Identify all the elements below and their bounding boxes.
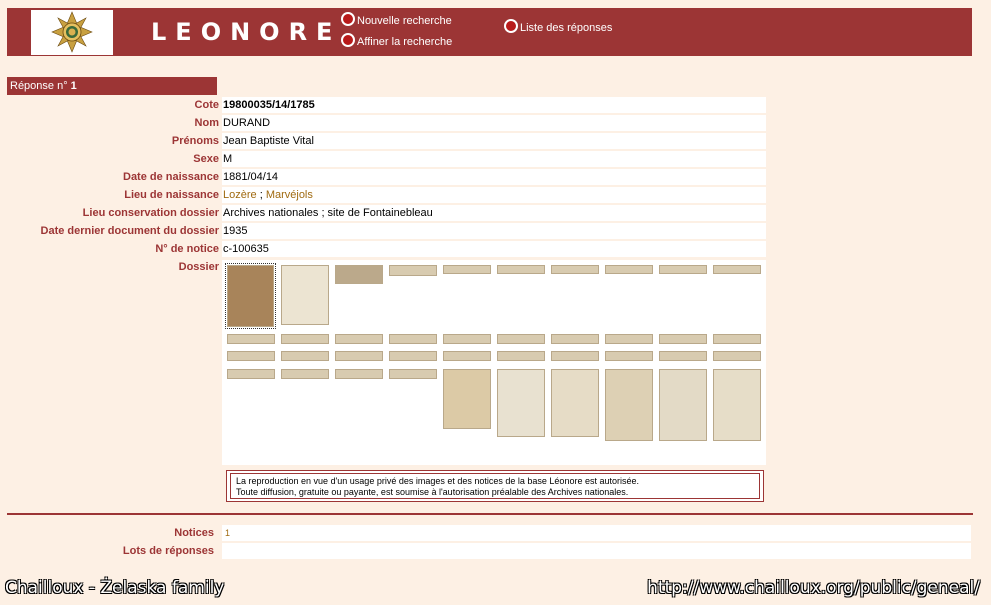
dossier-thumbnail[interactable] — [443, 334, 491, 344]
disclaimer-box — [226, 470, 764, 502]
watermark-right: http://www.chailloux.org/public/geneal/ — [647, 578, 980, 598]
row-date-dernier — [7, 223, 767, 239]
dossier-thumbnail[interactable] — [605, 369, 653, 441]
dossier-thumbnail[interactable] — [443, 265, 491, 274]
dossier-thumbnail[interactable] — [497, 265, 545, 274]
lieu-conservation-label: Lieu conservation dossier — [82, 207, 219, 219]
sexe-label: Sexe — [193, 153, 219, 165]
cote-value: 19800035/14/1785 — [222, 97, 766, 113]
lieu-separator: ; — [256, 189, 266, 201]
row-notice — [7, 241, 767, 257]
row-notices — [7, 525, 971, 541]
dossier-thumbnail[interactable] — [605, 351, 653, 361]
dossier-thumbnail[interactable] — [443, 369, 491, 429]
new-search-button[interactable] — [341, 14, 452, 28]
red-bullet-icon — [504, 19, 518, 33]
results-list-button[interactable] — [504, 21, 612, 35]
header-bar — [7, 8, 972, 56]
dossier-thumbnail[interactable] — [335, 334, 383, 344]
notices-page-link[interactable]: 1 — [222, 525, 971, 541]
dossier-thumbnail[interactable] — [389, 265, 437, 276]
date-dernier-value: 1935 — [222, 223, 766, 239]
dossier-thumbnail[interactable] — [497, 369, 545, 437]
disclaimer-line-1: La reproduction en vue d'un usage privé des images et des notices de la base Léonore est autorisée. — [236, 476, 639, 486]
dossier-thumbnail[interactable] — [281, 369, 329, 379]
dossier-thumbnail[interactable] — [227, 334, 275, 344]
notice-label: N° de notice — [155, 243, 219, 255]
red-bullet-icon — [341, 12, 355, 26]
dossier-thumbnail[interactable] — [389, 351, 437, 361]
separator — [7, 513, 973, 515]
notices-label: Notices — [174, 527, 214, 539]
dossier-thumbnail[interactable] — [713, 351, 761, 361]
dossier-thumbnail[interactable] — [335, 369, 383, 379]
date-dernier-label: Date dernier document du dossier — [40, 225, 219, 237]
dossier-thumbnail[interactable] — [227, 351, 275, 361]
date-naissance-label: Date de naissance — [123, 171, 219, 183]
lots-label: Lots de réponses — [122, 545, 214, 557]
dossier-thumbnail[interactable] — [605, 265, 653, 274]
lieu-naissance-value — [222, 187, 766, 203]
row-lots — [7, 543, 971, 559]
row-nom — [7, 115, 767, 131]
dossier-thumbnail[interactable] — [551, 369, 599, 437]
dept-link[interactable]: Lozère — [223, 189, 257, 201]
response-number: 1 — [70, 80, 77, 92]
dossier-thumbnails — [222, 260, 766, 465]
dossier-thumbnail[interactable] — [551, 265, 599, 274]
watermark-left: Chailloux - Żelaska family — [5, 578, 225, 598]
dossier-thumbnail[interactable] — [659, 334, 707, 344]
dossier-thumbnail[interactable] — [443, 351, 491, 361]
refine-search-label: Affiner la recherche — [357, 35, 453, 48]
nom-label: Nom — [194, 117, 219, 129]
row-sexe — [7, 151, 767, 167]
dossier-thumbnail[interactable] — [497, 334, 545, 344]
lots-value — [222, 543, 971, 559]
dossier-thumbnail[interactable] — [335, 265, 383, 284]
results-list-label: Liste des réponses — [520, 21, 613, 34]
row-lieu-conservation — [7, 205, 767, 221]
red-bullet-icon — [341, 33, 355, 47]
disclaimer-line-2: Toute diffusion, gratuite ou payante, est soumise à l'autorisation préalable des Archives nationales. — [236, 487, 629, 497]
notice-value: c-100635 — [222, 241, 766, 257]
ville-link[interactable]: Marvéjols — [265, 189, 313, 201]
dossier-thumbnail[interactable] — [605, 334, 653, 344]
dossier-thumbnail[interactable] — [335, 351, 383, 361]
medal-logo-icon[interactable] — [31, 10, 113, 55]
date-naissance-value: 1881/04/14 — [222, 169, 766, 185]
dossier-label: Dossier — [178, 261, 219, 273]
response-prefix: Réponse n° — [10, 80, 71, 92]
app-title: LEONORE — [151, 18, 342, 46]
row-cote — [7, 97, 767, 113]
cote-label: Cote — [194, 99, 219, 111]
lieu-conservation-value: Archives nationales ; site de Fontainebleau — [222, 205, 766, 221]
row-lieu-naissance — [7, 187, 767, 203]
lieu-naissance-label: Lieu de naissance — [124, 189, 219, 201]
row-date-naissance — [7, 169, 767, 185]
dossier-thumbnail[interactable] — [713, 265, 761, 274]
refine-search-button[interactable] — [341, 35, 452, 49]
nom-link[interactable]: DURAND — [222, 115, 766, 131]
prenoms-link[interactable]: Jean Baptiste Vital — [222, 133, 766, 149]
disclaimer-text — [230, 473, 760, 499]
response-header — [7, 77, 217, 95]
sexe-value: M — [222, 151, 766, 167]
dossier-thumbnail[interactable] — [659, 265, 707, 274]
dossier-thumbnail[interactable] — [713, 334, 761, 344]
dossier-thumbnail[interactable] — [659, 351, 707, 361]
prenoms-label: Prénoms — [171, 135, 219, 147]
dossier-thumbnail[interactable] — [713, 369, 761, 441]
dossier-thumbnail[interactable] — [497, 351, 545, 361]
dossier-thumbnail[interactable] — [659, 369, 707, 441]
dossier-thumbnail[interactable] — [389, 369, 437, 379]
new-search-label: Nouvelle recherche — [357, 14, 452, 27]
row-prenoms — [7, 133, 767, 149]
dossier-thumbnail[interactable] — [281, 265, 329, 325]
dossier-thumbnail[interactable] — [551, 334, 599, 344]
dossier-thumbnail[interactable] — [227, 369, 275, 379]
dossier-thumbnail[interactable] — [281, 351, 329, 361]
dossier-thumbnail[interactable] — [227, 265, 274, 327]
dossier-thumbnail[interactable] — [389, 334, 437, 344]
dossier-thumbnail[interactable] — [551, 351, 599, 361]
dossier-thumbnail[interactable] — [281, 334, 329, 344]
